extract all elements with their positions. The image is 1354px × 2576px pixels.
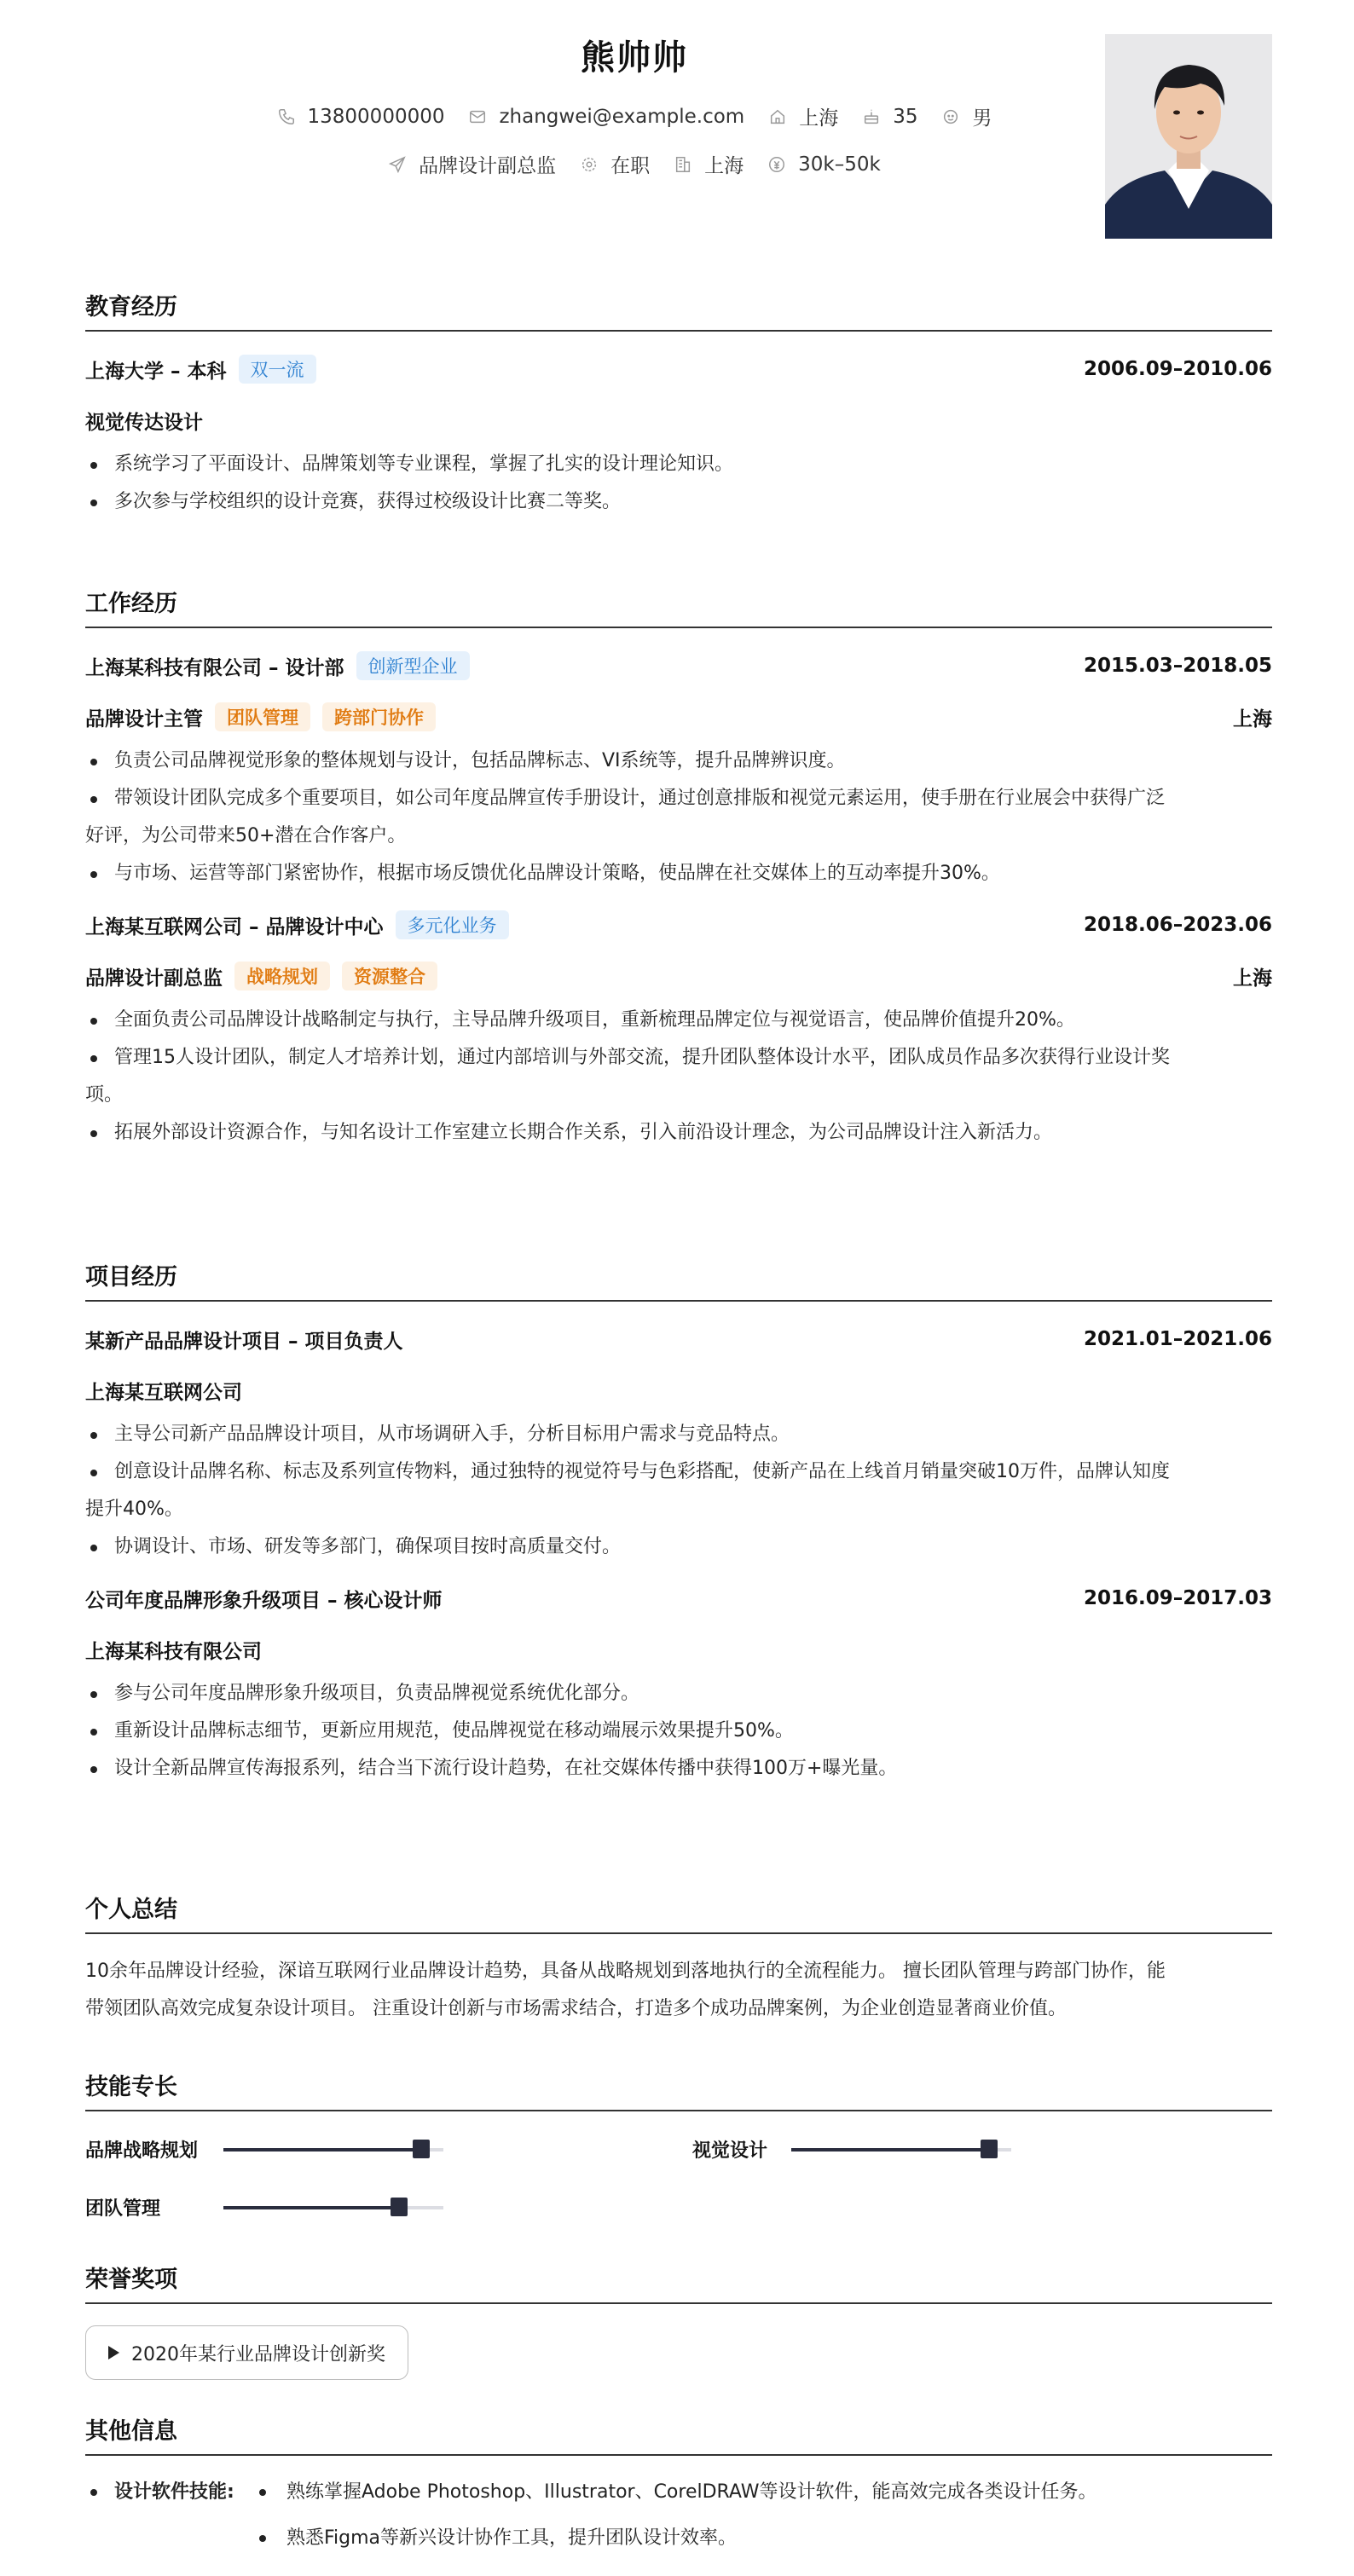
project-org: 上海某互联网公司 [85, 1381, 242, 1404]
education-section [85, 288, 1272, 521]
age-text: 35 [893, 105, 918, 128]
salary-item [767, 153, 881, 176]
list-item: 管理15人设计团队，制定人才培养计划，通过内部培训与外部交流，提升团队整体设计水平，团队成员作品多次获得行业设计奖 项。 [85, 1039, 1272, 1114]
project-name: 公司年度品牌形象升级项目 – 核心设计师 [85, 1589, 443, 1612]
education-header [85, 354, 1272, 384]
section-title: 项目经历 [85, 1258, 1272, 1302]
software-item: 熟悉Figma等新兴设计协作工具，提升团队设计效率。 [286, 2527, 738, 2549]
list-item: 协调设计、市场、研发等多部门，确保项目按时高质量交付。 [85, 1528, 1272, 1566]
role-tag: 战略规划 [234, 962, 330, 991]
education-date: 2006.09–2010.06 [1083, 358, 1272, 380]
skill-label: 品牌战略规划 [85, 2140, 199, 2162]
work-city-item [674, 150, 744, 178]
skill-bar [791, 2148, 1011, 2151]
project-bullets [85, 1675, 1272, 1788]
major-name: 视觉传达设计 [85, 411, 203, 434]
resume-header [0, 0, 1354, 256]
job-header [85, 650, 1272, 681]
bullet-dot [259, 2535, 266, 2542]
role-tag: 团队管理 [215, 702, 310, 731]
project-date: 2016.09–2017.03 [1083, 1587, 1272, 1609]
list-item: 设计全新品牌宣传海报系列，结合当下流行设计趋势，在社交媒体传播中获得100万+曝光量。 [85, 1750, 1272, 1788]
award-toggle-button[interactable] [85, 2325, 408, 2380]
cake-icon [862, 107, 881, 126]
contact-row [0, 102, 1269, 130]
school-name: 上海大学 – 本科 [85, 360, 227, 383]
skill-label: 团队管理 [85, 2198, 161, 2220]
software-label: 设计软件技能: [114, 2481, 234, 2503]
major-row [85, 405, 1272, 436]
role-tag: 资源整合 [342, 962, 437, 991]
section-title: 工作经历 [85, 585, 1272, 628]
city-text: 上海 [799, 107, 839, 130]
work-section [85, 585, 1272, 1152]
job-location: 上海 [1233, 708, 1272, 731]
skills-section [85, 2068, 1272, 2111]
job-bullets [85, 742, 1272, 892]
list-item: 主导公司新产品品牌设计项目，从市场调研入手，分析目标用户需求与竞品特点。 [85, 1416, 1272, 1453]
summary-text: 10余年品牌设计经验，深谙互联网行业品牌设计趋势，具备从战略规划到落地执行的全流程能力。 擅长团队管理与跨部门协作，能 带领团队高效完成复杂设计项目。 注重设计创新与市场需求结合，打造多个成功品牌案例，为企业创造显著商业价值。 [85, 1961, 1166, 2019]
skill-knob [413, 2140, 430, 2158]
project-header [85, 1583, 1272, 1614]
settings-icon [580, 155, 599, 174]
skill-item [692, 2136, 1011, 2163]
status-item [580, 150, 650, 178]
education-bullets [85, 446, 1272, 521]
city-item [768, 102, 838, 130]
software-item: 熟练掌握Adobe Photoshop、Illustrator、CorelDRAW等设计软件，能高效完成各类设计任务。 [286, 2481, 1097, 2503]
project-name: 某新产品品牌设计项目 – 项目负责人 [85, 1330, 403, 1353]
skill-item [85, 2136, 443, 2163]
send-icon [388, 155, 407, 174]
role-row [85, 702, 1272, 732]
project-date: 2021.01–2021.06 [1083, 1328, 1272, 1350]
awards-section [85, 2261, 1272, 2304]
position-text: 品牌设计副总监 [419, 155, 557, 177]
job-date: 2018.06–2023.06 [1083, 914, 1272, 936]
home-icon [768, 107, 787, 126]
job-intent-row [0, 150, 1269, 178]
role-name: 品牌设计副总监 [85, 967, 223, 990]
work-city-text: 上海 [704, 155, 744, 177]
list-item: 参与公司年度品牌形象升级项目，负责品牌视觉系统优化部分。 [85, 1675, 1272, 1713]
email-text: zhangwei@example.com [499, 105, 745, 128]
company-tag: 多元化业务 [396, 910, 509, 939]
section-title: 技能专长 [85, 2068, 1272, 2111]
list-item: 拓展外部设计资源合作，与知名设计工作室建立长期合作关系，引入前沿设计理念，为公司品牌设计注入新活力。 [85, 1114, 1272, 1152]
project-org-row [85, 1375, 1272, 1406]
phone-text: 13800000000 [307, 105, 445, 128]
role-row [85, 961, 1272, 991]
skill-label: 视觉设计 [692, 2140, 768, 2162]
list-item: 系统学习了平面设计、品牌策划等专业课程，掌握了扎实的设计理论知识。 [85, 446, 1272, 483]
company-tag: 创新型企业 [356, 651, 470, 680]
role-name: 品牌设计主管 [85, 708, 203, 731]
list-item: 多次参与学校组织的设计竞赛，获得过校级设计比赛二等奖。 [85, 483, 1272, 521]
building-icon [674, 155, 692, 174]
coin-icon [767, 155, 786, 174]
list-item: 重新设计品牌标志细节，更新应用规范，使品牌视觉在移动端展示效果提升50%。 [85, 1713, 1272, 1750]
section-title: 荣誉奖项 [85, 2261, 1272, 2304]
other-row [85, 2469, 1272, 2515]
gender-item [941, 102, 992, 130]
section-title: 其他信息 [85, 2412, 1272, 2456]
list-item: 全面负责公司品牌设计战略制定与执行，主导品牌升级项目，重新梳理品牌定位与视觉语言，使品牌价值提升20%。 [85, 1002, 1272, 1039]
project-org-row [85, 1634, 1272, 1665]
list-item: 带领设计团队完成多个重要项目，如公司年度品牌宣传手册设计，通过创意排版和视觉元素运用，使手册在行业展会中获得广泛 好评，为公司带来50+潜在合作客户。 [85, 780, 1272, 855]
skill-knob [981, 2140, 998, 2158]
projects-section [85, 1258, 1272, 1788]
other-section [85, 2412, 1272, 2562]
salary-text: 30k–50k [798, 153, 881, 176]
age-item [862, 106, 917, 128]
expand-triangle-icon [108, 2346, 119, 2359]
other-row [85, 2515, 1272, 2562]
skill-knob [391, 2198, 408, 2216]
section-title: 个人总结 [85, 1891, 1272, 1934]
list-item: 创意设计品牌名称、标志及系列宣传物料，通过独特的视觉符号与色彩搭配，使新产品在上线首月销量突破10万件，品牌认知度 提升40%。 [85, 1453, 1272, 1528]
role-tag: 跨部门协作 [322, 702, 436, 731]
status-text: 在职 [610, 155, 651, 177]
skill-bar [223, 2206, 443, 2209]
company-name: 上海某科技有限公司 – 设计部 [85, 656, 344, 679]
list-item: 负责公司品牌视觉形象的整体规划与设计，包括品牌标志、VI系统等，提升品牌辨识度。 [85, 742, 1272, 780]
bullet-dot [90, 2489, 97, 2496]
candidate-name: 熊帅帅 [581, 38, 688, 78]
section-title: 教育经历 [85, 288, 1272, 332]
job-header [85, 910, 1272, 940]
phone-icon [277, 107, 296, 126]
skill-bar [223, 2148, 443, 2151]
phone-item [277, 106, 445, 128]
list-item: 与市场、运营等部门紧密协作，根据市场反馈优化品牌设计策略，使品牌在社交媒体上的互动率提升30%。 [85, 855, 1272, 892]
bullet-dot [259, 2489, 266, 2496]
profile-photo [1105, 34, 1272, 239]
mail-icon [468, 107, 487, 126]
summary-section [85, 1891, 1272, 2028]
skill-item [85, 2194, 443, 2221]
project-header [85, 1324, 1272, 1354]
school-tag: 双一流 [239, 355, 316, 384]
gender-text: 男 [972, 107, 992, 130]
job-date: 2015.03–2018.05 [1083, 655, 1272, 677]
project-bullets [85, 1416, 1272, 1566]
email-item [468, 106, 744, 128]
company-name: 上海某互联网公司 – 品牌设计中心 [85, 915, 384, 939]
job-location: 上海 [1233, 967, 1272, 990]
position-item [388, 150, 556, 178]
job-bullets [85, 1002, 1272, 1152]
award-label: 2020年某行业品牌设计创新奖 [131, 2343, 385, 2365]
project-org: 上海某科技有限公司 [85, 1640, 262, 1663]
person-icon [941, 107, 960, 126]
